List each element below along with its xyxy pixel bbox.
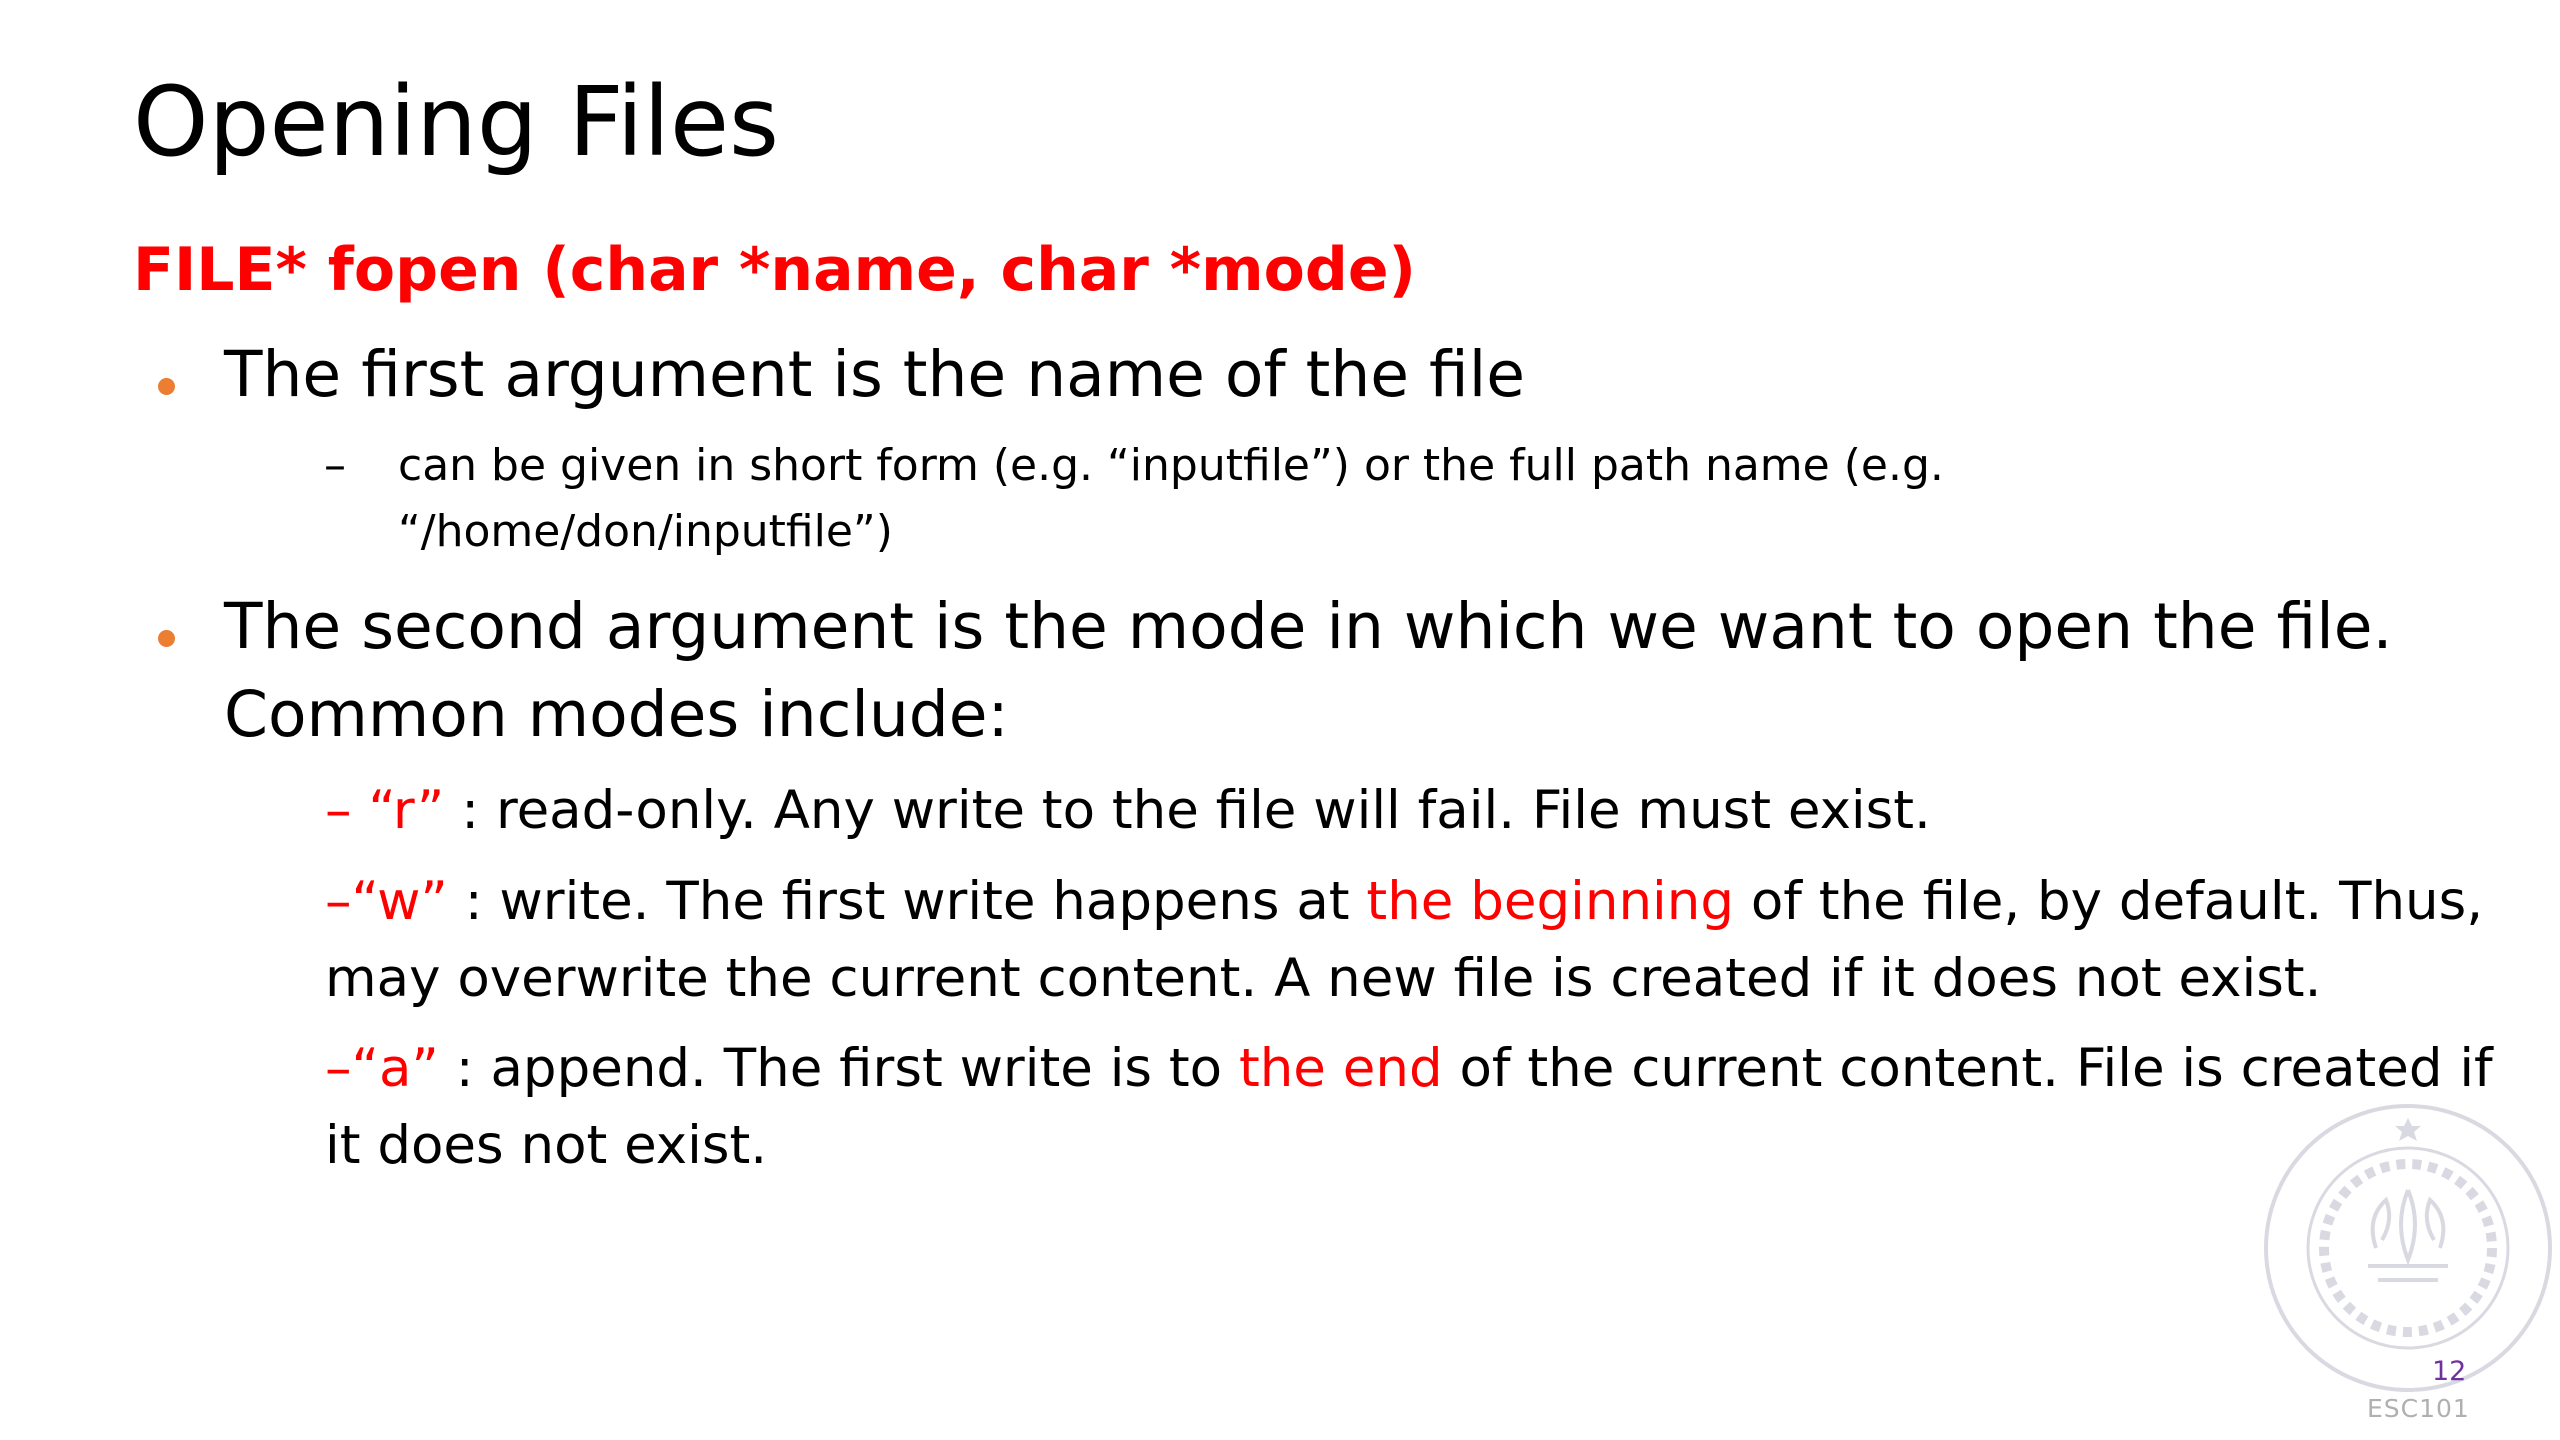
mode-a-highlight: the end [1238,1038,1443,1099]
bullet-2-line-1: The second argument is the mode in which we want to open the file. [224,590,2393,663]
mode-a-line-1 [325,1030,2493,1107]
mode-r-label: – “r” [325,780,445,841]
course-code: ESC101 [2367,1394,2470,1423]
institute-seal-logo [2258,1098,2558,1398]
mode-w-line-2: may overwrite the current content. A new file is created if it does not exist. [325,948,2322,1009]
sub-bullet-line-1: can be given in short form (e.g. “inputfile”) or the full path name (e.g. [398,440,1944,491]
page-number: 12 [2432,1356,2467,1387]
mode-a-label: –“a” [325,1038,439,1099]
sub-bullet-dash: – [324,440,346,491]
bullet-2-line-2: Common modes include: [224,678,1009,751]
mode-a-text-after: of the current content. File is created if [1442,1038,2493,1099]
mode-w-text-before: : write. The first write happens at [447,871,1367,932]
bullet-dot-2 [158,630,175,647]
mode-w-line-1 [325,863,2483,940]
bullet-1-text: The first argument is the name of the file [224,338,1526,411]
slide-title: Opening Files [133,66,780,178]
mode-a-text-before: : append. The first write is to [438,1038,1239,1099]
mode-r-line [325,772,1931,849]
sub-bullet-line-2: “/home/don/inputfile”) [398,506,893,557]
mode-a-line-2: it does not exist. [325,1115,768,1176]
mode-w-highlight: the beginning [1366,871,1735,932]
mode-w-label: –“w” [325,871,448,932]
mode-w-text-after: of the file, by default. Thus, [1734,871,2484,932]
bullet-dot-1 [158,378,175,395]
mode-r-description: : read-only. Any write to the file will fail. File must exist. [444,780,1931,841]
function-signature: FILE* fopen (char *name, char *mode) [133,235,1416,305]
